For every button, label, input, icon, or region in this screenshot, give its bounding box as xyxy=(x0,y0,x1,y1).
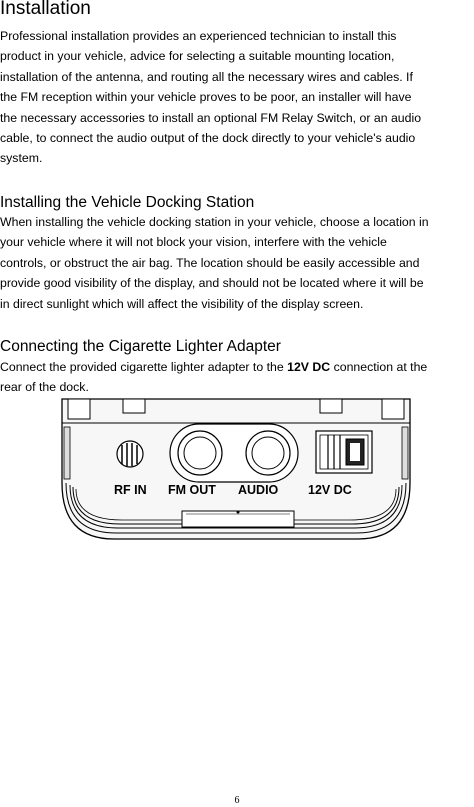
intro-line: cable, to connect the audio output of the dock directly to your vehicle's audio xyxy=(0,130,416,145)
intro-line: the necessary accessories to install an optional FM Relay Switch, or an audio xyxy=(0,110,422,125)
intro-line: product in your vehicle, advice for selecting a suitable mounting location, xyxy=(0,49,395,64)
adapter-bold-text: 12V DC xyxy=(287,360,331,374)
side-rail xyxy=(64,427,70,479)
adapter-heading: Connecting the Cigarette Lighter Adapter xyxy=(0,338,281,355)
dc-12v-port xyxy=(316,431,372,473)
clip-tab xyxy=(68,399,90,419)
fm-out-label: FM OUT xyxy=(168,483,216,497)
page-title: Installation xyxy=(0,0,91,19)
side-rail xyxy=(402,427,408,479)
intro-line: the FM reception within your vehicle proves to be poor, an installer will have xyxy=(0,90,412,105)
docking-line: When installing the vehicle docking station in your vehicle, choose a location in xyxy=(0,215,429,229)
intro-paragraph xyxy=(0,26,474,169)
clip-tab xyxy=(320,399,342,413)
intro-line: installation of the antenna, and routing all the necessary wires and cables. If xyxy=(0,69,413,84)
docking-line: controls, or obstruct the air bag. The location should be easily accessible and xyxy=(0,255,420,270)
docking-heading: Installing the Vehicle Docking Station xyxy=(0,194,255,211)
audio-label: AUDIO xyxy=(238,483,279,497)
clip-tab xyxy=(382,399,404,419)
rf-in-port xyxy=(117,441,143,467)
intro-line: Professional installation provides an experienced technician to install this xyxy=(0,29,397,43)
adapter-paragraph xyxy=(0,357,474,398)
rf-in-label: RF IN xyxy=(114,483,147,497)
page-number: 6 xyxy=(234,795,240,806)
docking-paragraph xyxy=(0,212,474,314)
docking-line: your vehicle where it will not block your vision, interfere with the vehicle xyxy=(0,235,387,250)
adapter-text: Connect the provided cigarette lighter adapter to the xyxy=(0,360,288,374)
docking-line: provide good visibility of the display, and should not be located where it will be xyxy=(0,276,424,291)
clip-tab xyxy=(123,399,145,413)
intro-line: system. xyxy=(0,151,43,166)
adapter-line: rear of the dock. xyxy=(0,380,89,395)
dock-rear-diagram xyxy=(58,397,414,547)
adapter-line xyxy=(0,357,474,377)
dc-12v-label: 12V DC xyxy=(308,483,352,497)
docking-line: in direct sunlight which will affect the visibility of the display screen. xyxy=(0,296,364,311)
adapter-text: connection at the xyxy=(330,360,428,374)
